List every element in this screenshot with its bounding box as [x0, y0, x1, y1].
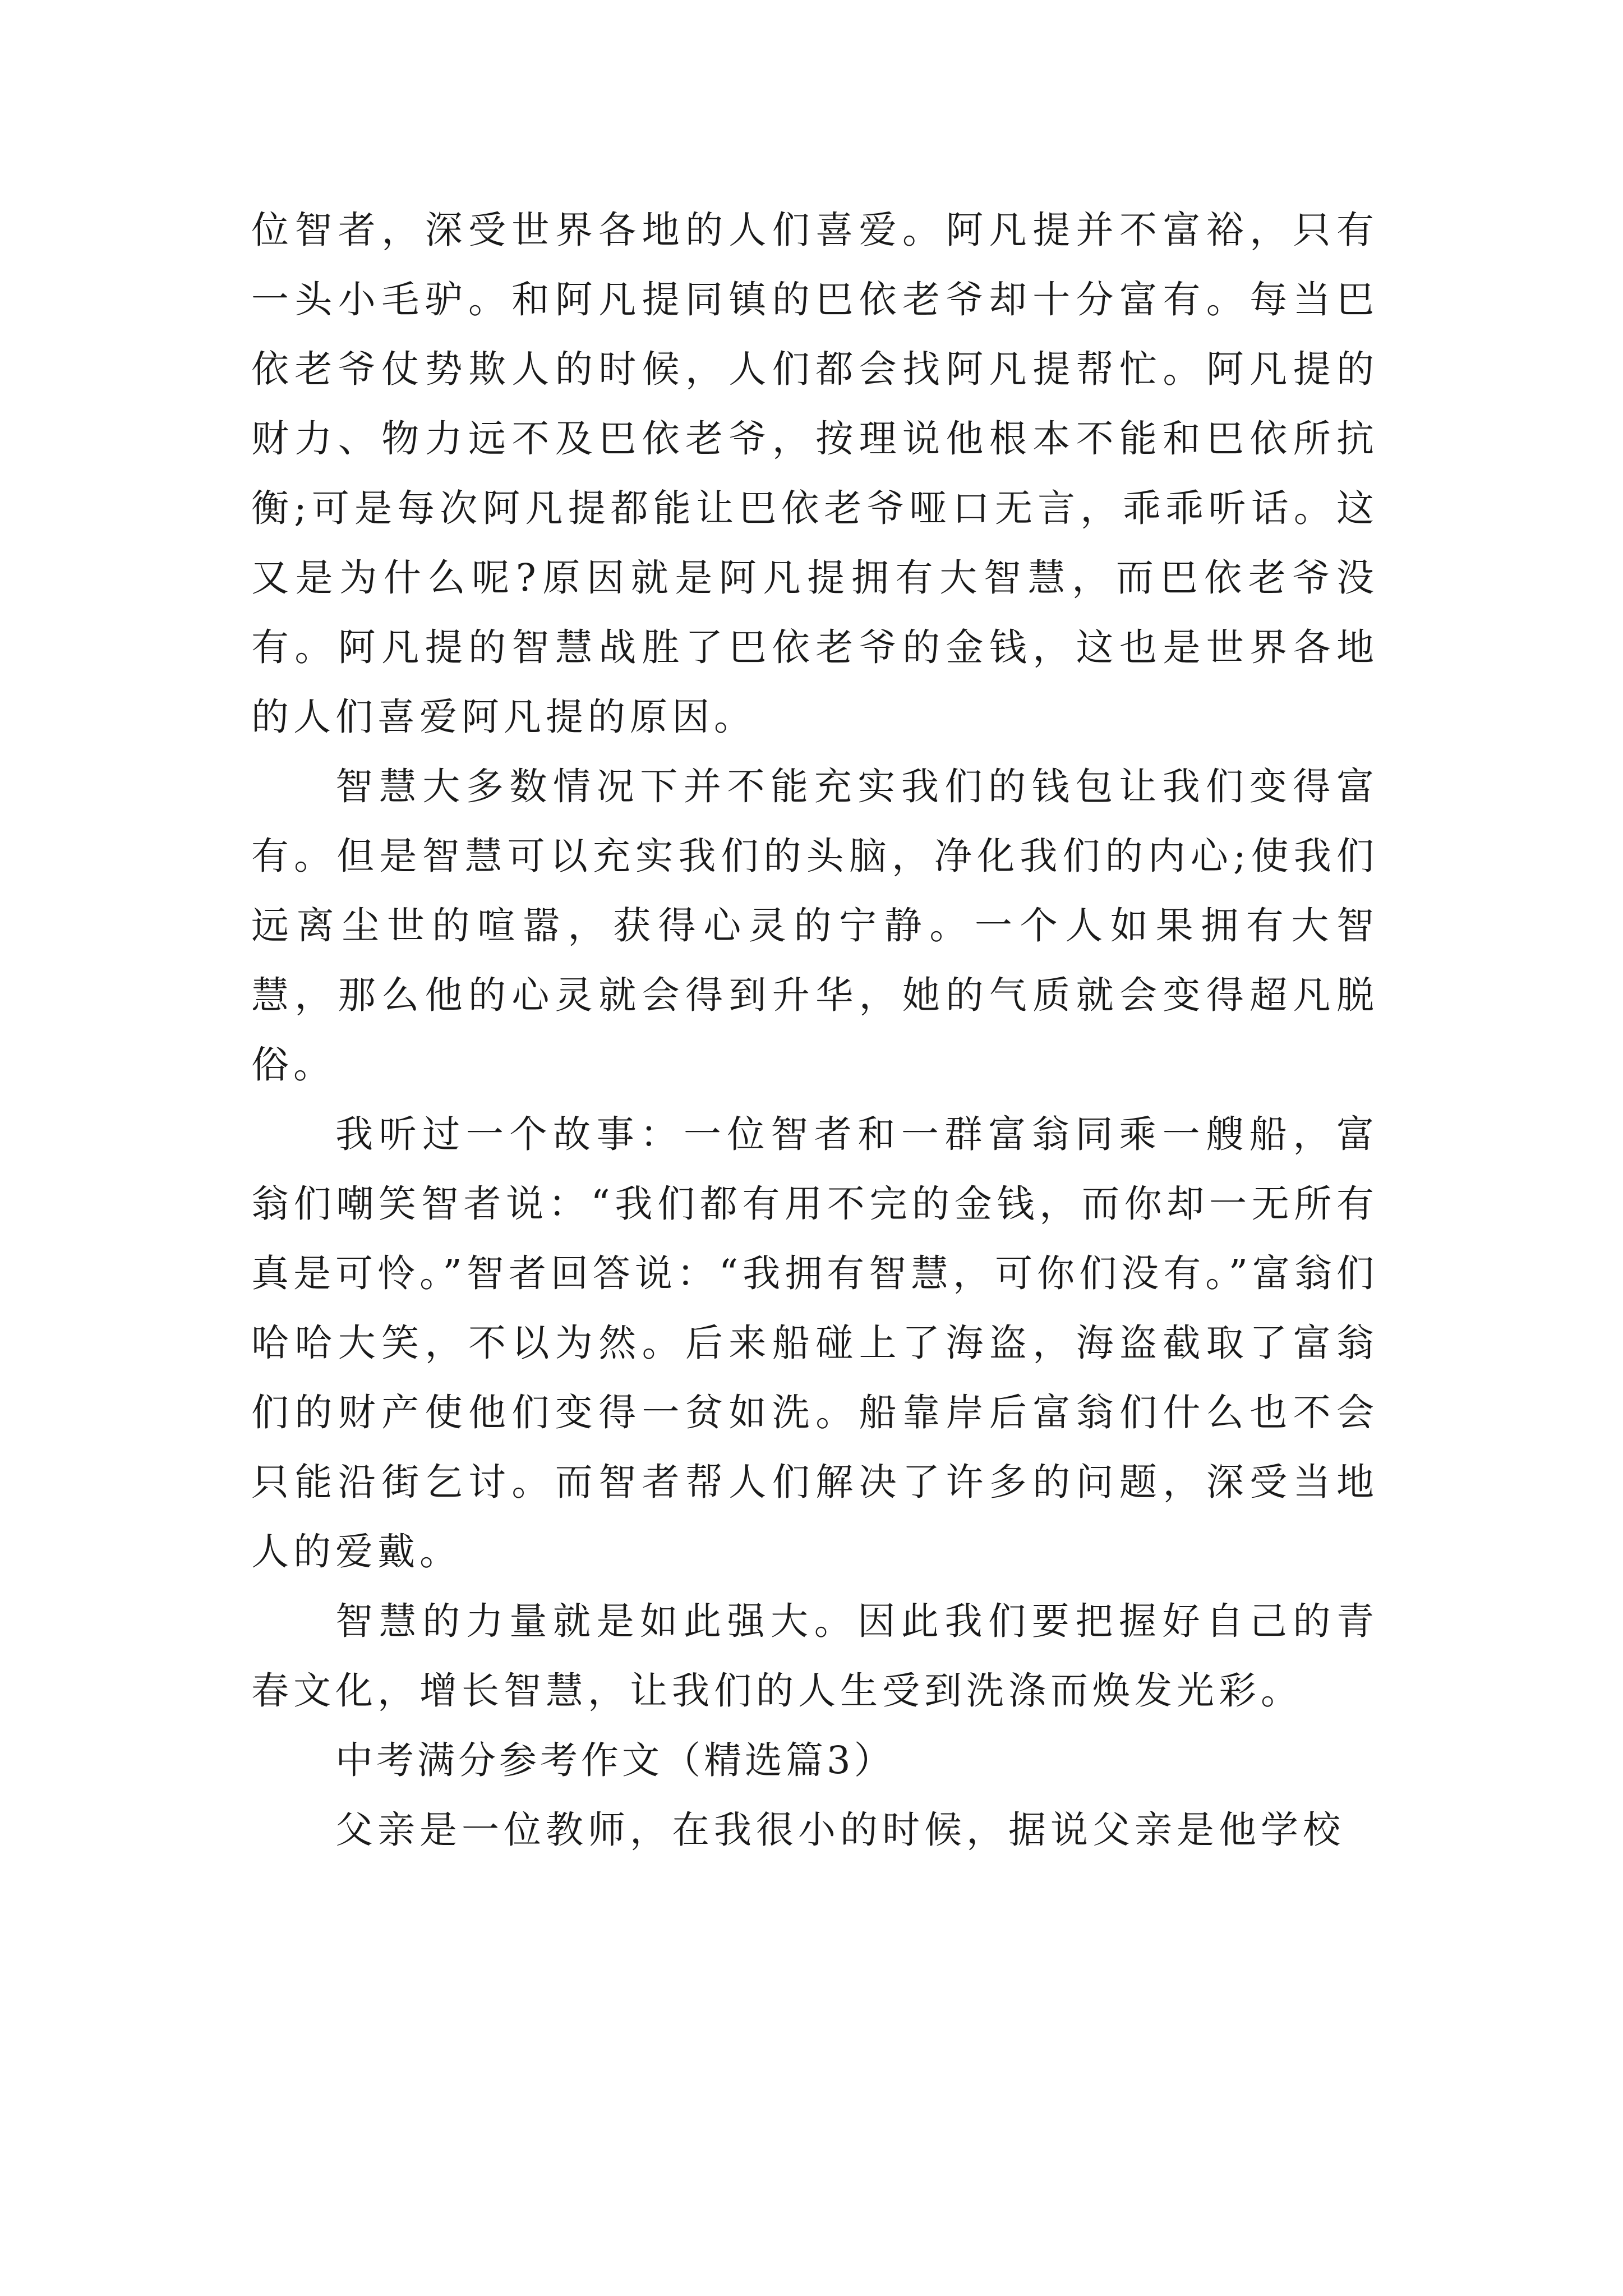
paragraph-conclusion: 智慧的力量就是如此强大。因此我们要把握好自己的青春文化，增长智慧，让我们的人生受到洗涤而焕发光彩。	[251, 1599, 1378, 1713]
paragraph-father-intro: 父亲是一位教师，在我很小的时候，据说父亲是他学校	[335, 1808, 1345, 1852]
paragraph-ship-story: 我听过一个故事：一位智者和一群富翁同乘一艘船，富翁们嘲笑智者说：“我们都有用不完的金钱，而你却一无所有真是可怜。”智者回答说：“我拥有智慧，可你们没有。”富翁们哈哈大笑，不以为然。后来船碰上了海盗，海盗截取了富翁们的财产使他们变得一贫如洗。船靠岸后富翁们什么也不会只能沿街乞讨。而智者帮人们解决了许多的问题，深受当地人的爱戴。	[251, 1112, 1378, 1573]
paragraph-avanti-story: 位智者，深受世界各地的人们喜爱。阿凡提并不富裕，只有一头小毛驴。和阿凡提同镇的巴依老爷却十分富有。每当巴依老爷仗势欺人的时候，人们都会找阿凡提帮忙。阿凡提的财力、物力远不及巴依老爷，按理说他根本不能和巴依所抗衡;可是每次阿凡提都能让巴依老爷哑口无言，乖乖听话。这又是为什么呢?原因就是阿凡提拥有大智慧，而巴依老爷没有。阿凡提的智慧战胜了巴依老爷的金钱，这也是世界各地的人们喜爱阿凡提的原因。	[251, 208, 1378, 739]
section-heading: 中考满分参考作文（精选篇3）	[335, 1738, 895, 1782]
document-body	[251, 195, 1378, 1865]
paragraph-wisdom-wealth: 智慧大多数情况下并不能充实我们的钱包让我们变得富有。但是智慧可以充实我们的头脑，净化我们的内心;使我们远离尘世的喧嚣，获得心灵的宁静。一个人如果拥有大智慧，那么他的心灵就会得到升华，她的气质就会变得超凡脱俗。	[251, 765, 1378, 1087]
